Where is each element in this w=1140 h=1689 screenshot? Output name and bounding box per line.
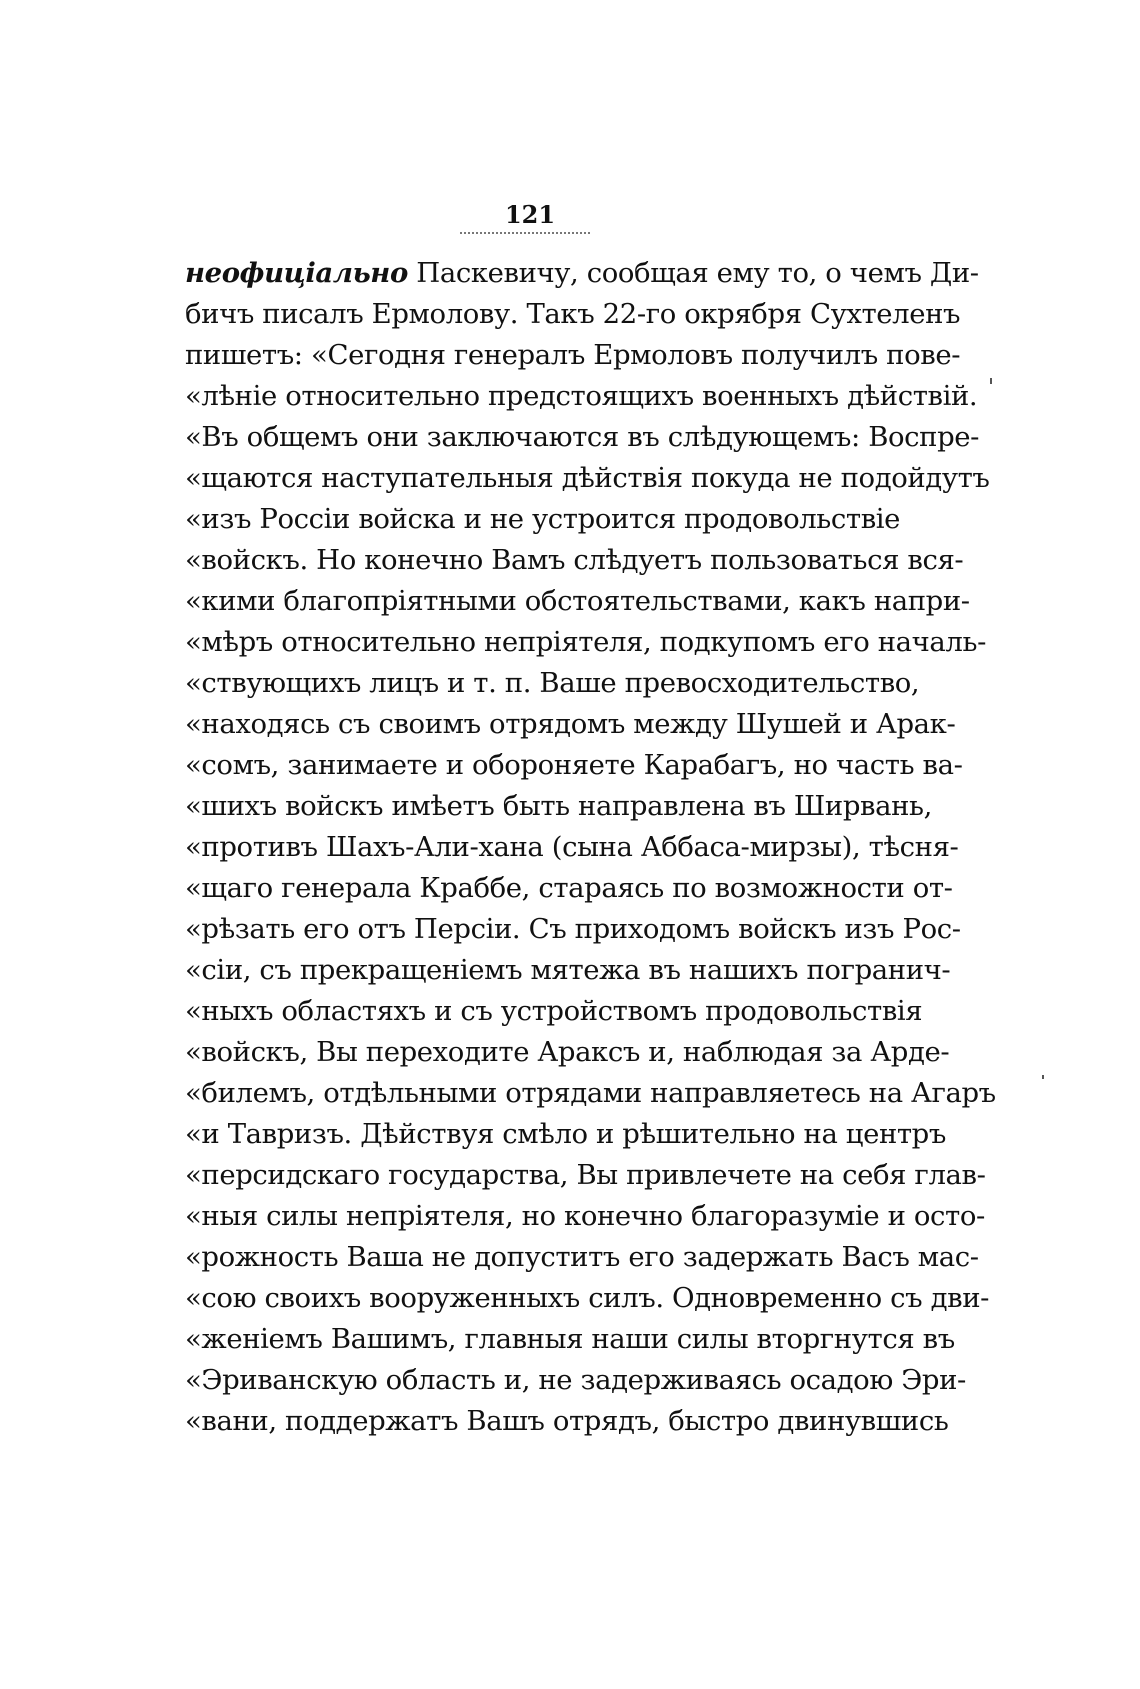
text-line: бичъ писалъ Ермолову. Такъ 22-го окрября Сухтеленъ — [185, 298, 961, 330]
text-line: «мѣръ относительно непріятеля, подкупомъ его началь- — [185, 626, 986, 658]
text-line: «ныхъ областяхъ и съ устройствомъ продовольствія — [185, 995, 923, 1027]
text-line: «шихъ войскъ имѣетъ быть направлена въ Ширвань, — [185, 790, 932, 822]
text-line: «женіемъ Вашимъ, главныя наши силы вторгнутся въ — [185, 1323, 955, 1355]
text-line: «противъ Шахъ-Али-хана (сына Аббаса-мирзы), тѣсня- — [185, 831, 959, 863]
scan-speck — [1042, 1075, 1044, 1079]
text-line: «ствующихъ лицъ и т. п. Ваше превосходительство, — [185, 667, 920, 699]
text-line: «находясь съ своимъ отрядомъ между Шушей и Арак- — [185, 708, 956, 740]
text-line: «ныя силы непріятеля, но конечно благоразуміе и осто- — [185, 1200, 985, 1232]
text-line: «щаются наступательныя дѣйствія покуда не подойдутъ — [185, 462, 990, 494]
text-line: «щаго генерала Краббе, стараясь по возможности от- — [185, 872, 953, 904]
text-line: «войскъ, Вы переходите Араксъ и, наблюдая за Арде- — [185, 1036, 950, 1068]
text-line: «войскъ. Но конечно Вамъ слѣдуетъ пользоваться вся- — [185, 544, 964, 576]
text-line: «сіи, съ прекращеніемъ мятежа въ нашихъ погранич- — [185, 954, 951, 986]
text-line: «персидскаго государства, Вы привлечете на себя глав- — [185, 1159, 986, 1191]
text-line: «Въ общемъ они заключаются въ слѣдующемъ: Воспре- — [185, 421, 980, 453]
text-line: «сою своихъ вооруженныхъ силъ. Одновременно съ дви- — [185, 1282, 990, 1314]
text-line: пишетъ: «Сегодня генералъ Ермоловъ получилъ пове- — [185, 339, 961, 371]
header-rule — [460, 232, 590, 234]
text-line: «рѣзать его отъ Персіи. Съ приходомъ войскъ изъ Рос- — [185, 913, 961, 945]
text-line: «кими благопріятными обстоятельствами, какъ напри- — [185, 585, 970, 617]
page-number: 121 — [504, 200, 556, 229]
text-line: «Эриванскую область и, не задерживаясь осадою Эри- — [185, 1364, 966, 1396]
body-text — [185, 253, 996, 1442]
text-line: «изъ Россіи войска и не устроится продовольствіе — [185, 503, 901, 535]
text-line: «лѣніе относительно предстоящихъ военныхъ дѣйствій. — [185, 380, 978, 412]
text-line — [185, 253, 979, 294]
scan-speck — [990, 378, 992, 384]
text-line: «и Тавризъ. Дѣйствуя смѣло и рѣшительно на центръ — [185, 1118, 946, 1150]
text-line: «сомъ, занимаете и обороняете Карабагъ, но часть ва- — [185, 749, 963, 781]
line-text: Паскевичу, сообщая ему то, о чемъ Ди- — [407, 257, 979, 289]
text-line: «вани, поддержатъ Вашъ отрядъ, быстро двинувшись — [185, 1405, 949, 1437]
text-line: «рожность Ваша не допуститъ его задержать Васъ мас- — [185, 1241, 979, 1273]
text-line: «билемъ, отдѣльными отрядами направляетесь на Агаръ — [185, 1077, 996, 1109]
italic-word: неофиціально — [185, 257, 408, 289]
